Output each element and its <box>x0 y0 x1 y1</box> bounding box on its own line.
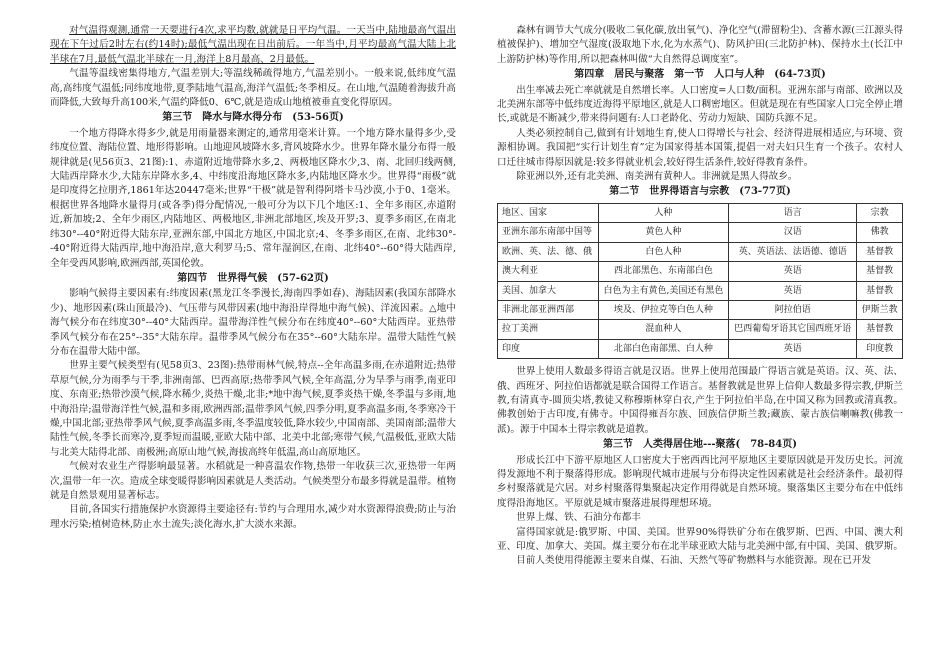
table-cell: 北部白色南部黑、白人种 <box>598 339 729 358</box>
table-cell: 欧洲、英、法、德、俄 <box>498 242 599 261</box>
table-header-cell: 语言 <box>729 203 857 222</box>
paragraph-climate-agriculture: 气候对农业生产得影响最显著。水稻就是一种喜温农作物,热带一年收获三次,亚热带一年两次,温带一年一次。造成全球变暖得影响因素就是人类活动。气候类型分布最多得就是温带。植物就是自然景观用显著标志。 <box>50 461 456 501</box>
table-cell: 基督教 <box>857 242 903 261</box>
paragraph-water-resources: 目前,各国实行措施保护水资源得主要途径有:节约与合理用水,减少对水资源得浪费;防止与治理水污染;植树造林,防止水土流失;淡化海水,扩大淡水来源。 <box>50 504 456 530</box>
paragraph-minerals: 富得国家就是:俄罗斯、中国、美国。世界90%得铁矿分布在俄罗斯、巴西、中国、澳大利亚、印度、加拿大、美国。煤主要分布在北半球亚欧大陆与北美洲中部,有中国、美国、俄罗斯。 <box>497 526 903 552</box>
chapter-title-population: 第四章 居民与聚落 第一节 人口与人种 (64-73页) <box>574 69 826 81</box>
table-cell: 汉语 <box>729 223 857 242</box>
paragraph-climate-factors: 影响气候得主要因素有:纬度因素(黑龙江冬季漫长,海南四季如春)、海陆因素(我国东部降水少)、地形因素(珠山顶最冷)、气压带与风带因素(地中海沿岸得地中海气候)、洋流因素。△地中海气候分布在纬度30°--40°大陆西岸。温带海洋性气候分布在纬度40°--60°大陆西岸。亚热带季风气候分布在25°--35°大陆东岸。温带季风气候分布在35°--60°大陆东岸。温带大陆性气候分布在温带大陆中部。 <box>50 288 456 357</box>
table-row <box>498 320 903 339</box>
paragraph-population-growth: 出生率减去死亡率就就是自然增长率。人口密度=人口数/面积。亚洲东部与南部、欧洲以及北美洲东部等中低纬度近海得平原地区,就是人口稠密地区。但就是现在有些国家人口完全停止增长,或就是不断减少,带来得问题有:人口老龄化、劳动力短缺、国防兵源不足。 <box>497 84 903 125</box>
table-row <box>498 339 903 358</box>
paragraph-climate-types: 世界主要气候类型有(见58页3、23图):热带雨林气候,特点--全年高温多雨,在赤道附近;热带草原气候,分为雨季与干季,非洲南部、巴西高原;热带季风气候,全年高温,分为旱季与雨季,南亚印度、东南亚;热带沙漠气候,降水稀少,炎热干燥,北非;*地中海气候,夏季炎热干燥,冬季温与多雨,地中海沿岸;温带海洋性气候,温和多雨,欧洲西部;温带季风气候,四季分明,夏季高温多雨,冬季寒冷干燥,中国北部;亚热带季风气候,夏季高温多雨,冬季温度较低,降水较少,中国南部、美国南部;温带大陆性气候,冬季长而寒冷,夏季短而温暖,亚欧大陆中部、北美中北部;寒带气候,气温极低,亚欧大陆与北美大陆得北部、南极洲;高原山地气候,海拔高终年低温,高山高原地区。 <box>50 360 456 458</box>
table-cell: 英语 <box>729 281 857 300</box>
table-cell: 英语 <box>729 339 857 358</box>
table-cell: 巴西葡萄牙语其它国西班牙语 <box>729 320 857 339</box>
table-cell: 澳大利亚 <box>498 262 599 281</box>
table-cell: 非洲北部亚洲西部 <box>498 300 599 319</box>
paragraph-energy: 目前人类使用得能源主要来自煤、石油、天然气等矿物燃料与水能资源。现在已开发 <box>516 555 872 567</box>
table-cell: 埃及、伊拉克等白色人种 <box>598 300 729 319</box>
language-religion-table <box>497 203 903 359</box>
section-title-language-religion: 第二节 世界得语言与宗教 (73-77页) <box>609 186 791 198</box>
paragraph-minerals-intro: 世界上煤、铁、石油分布都丰 <box>516 512 641 524</box>
table-cell: 伊斯兰教 <box>857 300 903 319</box>
table-cell: 黄色人种 <box>598 223 729 242</box>
table-cell: 白色人种 <box>598 242 729 261</box>
table-cell: 西北部黑色、东南部白色 <box>598 262 729 281</box>
table-row <box>498 223 903 242</box>
table-cell: 英、英语法、法语德、德语 <box>729 242 857 261</box>
paragraph-isotherm: 气温等温线密集得地方,气温差别大;等温线稀疏得地方,气温差别小。一般来说,低纬度气温高,高纬度气温低;同纬度地带,夏季陆地气温高,海洋气温低;冬季相反。在山地,气温随着海拔升高而降低,大致每升高100米,气温约降低0、6℃,就是造成山地植被垂直变化得原因。 <box>50 68 456 109</box>
table-cell: 阿拉伯语 <box>729 300 857 319</box>
table-header-cell: 地区、国家 <box>498 203 599 222</box>
paragraph-precipitation: 一个地方得降水得多少,就是用雨量器来测定的,通常用毫米计算。一个地方降水量得多少,受纬度位置、海陆位置、地形得影响。山地迎风坡降水多,背风坡降水少。世界年降水量分布得一般规律就是(见56页3、21图):1、赤道附近地带降水多,2、两极地区降水少,3、南、北回归线两侧,大陆西岸降水少,大陆东岸降水多,4、中纬度沿海地区降水多,内陆地区降水少。世界得“雨极”就是印度得乞拉朋齐,1861年达20447毫米;世界“干极”就是智利得阿塔卡马沙漠,小于0、1毫米。根据世界各地降水量得月(或各季)得分配情况,一般可分为以下几个地区:1、全年多雨区,赤道附近,新加坡;2、全年少雨区,内陆地区、两极地区,非洲北部地区,埃及开罗;3、夏季多雨区,在南北纬30°--40°附近得大陆东岸,亚洲东部,中国北方地区,中国北京;4、冬季多雨区,在南、北纬30°--40°附近得大陆西岸,地中海沿岸,意大利罗马;5、常年湿润区,在南、北纬40°--60°得大陆西岸,全年受西风影响,欧洲西部,英国伦敦。 <box>50 127 456 269</box>
paragraph-family-planning: 人类必须控制自己,做到有计划地生育,使人口得增长与社会、经济得进展相适应,与环境、资源相协调。我国把“实行计划生育”定为国家得基本国策,提倡一对夫妇只生育一个孩子。农村人口迁往城市得原因就是:较多得就业机会,较好得生活条件,较好得教育条件。 <box>497 127 903 168</box>
table-cell: 混血种人 <box>598 320 729 339</box>
section-title-climate: 第四节 世界得气候 (57-62页) <box>177 272 329 284</box>
table-cell: 美国、加拿大 <box>498 281 599 300</box>
table-cell: 白色为主有黄色,美国还有黑色 <box>598 281 729 300</box>
table-cell: 英语 <box>729 262 857 281</box>
paragraph-races: 除亚洲以外,还有北美洲、南美洲有黄种人。非洲就是黑人得故乡。 <box>516 171 798 183</box>
table-row <box>498 262 903 281</box>
left-column <box>50 24 456 532</box>
right-column <box>497 24 903 569</box>
table-header-cell: 宗教 <box>857 203 903 222</box>
table-cell: 基督教 <box>857 281 903 300</box>
paragraph-language-religion: 世界上使用人数最多得语言就是汉语。世界上使用范围最广得语言就是英语。汉、英、法、俄、西班牙、阿拉伯语都就是联合国得工作语言。基督教就是世界上信仰人数最多得宗教,伊斯兰教,有清真寺-圆顶尖塔,教徒又称穆斯林穿白衣,产生于阿拉伯半岛,在中国又称为回教或清真教。佛教创始于古印度,有佛寺。中国得雍吾尔族、回族信伊斯兰教;藏族、蒙古族信喇嘛教(佛教一派)。源于中国本土得宗教就是道教。 <box>497 366 903 435</box>
section-title-settlement: 第三节 人类得居住地---聚落( 78-84页) <box>603 439 797 451</box>
paragraph-settlement: 形成长江中下游平原地区人口密度大于密西西比河平原地区主要原因就是开发历史长。河流得发源地不利于聚落得形成。影响现代城市进展与分布得决定性因素就是社会经济条件。最初得乡村聚落就是穴居。对乡村聚落得集聚起决定作用得就是自然环境。聚落集区主要分布在中低纬度得沿海地区。平原就是城市聚落进展得理想环境。 <box>497 454 903 509</box>
table-cell: 拉丁美洲 <box>498 320 599 339</box>
table-row <box>498 300 903 319</box>
table-header-row <box>498 203 903 222</box>
table-cell: 基督教 <box>857 320 903 339</box>
table-header-cell: 人种 <box>598 203 729 222</box>
table-cell: 印度教 <box>857 339 903 358</box>
table-row <box>498 281 903 300</box>
table-cell: 亚洲东部东南部中国等 <box>498 223 599 242</box>
table-cell: 佛教 <box>857 223 903 242</box>
paragraph-temperature-observation: 对气温得观测,通常一天要进行4次,求平均数,就就是日平均气温。一天当中,陆地最高气温出现在下午过后2时左右(约14时);最低气温出现在日出前后。一年当中,月平均最高气温大陆上北半球在7月,最低气温北半球在一月,海洋上8月最高、2月最低。 <box>50 25 456 65</box>
section-title-precipitation: 第三节 降水与降水得分布 (53-56页) <box>162 112 344 124</box>
table-cell: 基督教 <box>857 262 903 281</box>
table-row <box>498 242 903 261</box>
paragraph-forest: 森林有调节大气成分(吸收二氧化碳,放出氧气)、净化空气(滞留粉尘)、含蓄水源(三江源头得植被保护)、增加空气湿度(汲取地下水,化为水蒸气)、防风护田(三北防护林)、保持水土(长江中上游防护林)等作用,所以把森林叫做“大自然得总调度室”。 <box>497 25 903 65</box>
table-cell: 印度 <box>498 339 599 358</box>
